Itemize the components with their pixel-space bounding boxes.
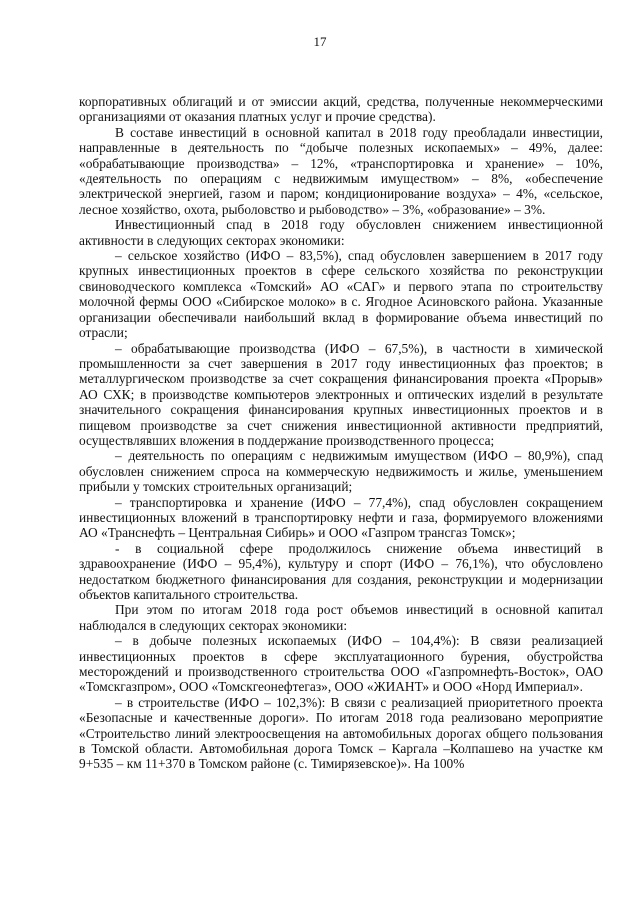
paragraph-investment-structure: В составе инвестиций в основной капитал в 2018 году преобладали инвестиции, направленные в деятельность по “добыче полезных ископаемых» – 49%, далее: «обрабатывающие производства» – 12%, «транспортировка и хранение» – 10%, «деятельность по операциям с недвижимым имуществом» – 8%, «обеспечение электрической энергией, газом и паром; кондиционирование воздуха» – 4%, «сельское, лесное хозяйство, охота, рыболовство и рыбоводство» – 3%, «образование» – 3%. <box>79 124 603 217</box>
paragraph-decline-intro: Инвестиционный спад в 2018 году обусловлен снижением инвестиционной активности в следующих секторах экономики: <box>79 217 603 248</box>
paragraph-continuation: корпоративных облигаций и от эмиссии акций, средства, полученные некоммерческими организациями от оказания платных услуг и прочие средства). <box>79 94 603 125</box>
list-item-agriculture: – сельское хозяйство (ИФО – 83,5%), спад обусловлен завершением в 2017 году крупных инвестиционных проектов в сфере сельского хозяйства по реконструкции свиноводческого комплекса «Томский» АО «САГ» и первого этапа по строительству молочной фермы ООО «Сибирское молоко» в с. Ягодное Асиновского района. Указанные организации обеспечивали наибольший вклад в формирование объема инвестиций по отрасли; <box>79 248 603 341</box>
list-item-transport: – транспортировка и хранение (ИФО – 77,4%), спад обусловлен сокращением инвестиционных вложений в транспортировку нефти и газа, формируемого вложениями АО «Транснефть – Центральная Сибирь» и ООО «Газпром трансгаз Томск»; <box>79 494 603 541</box>
list-item-construction: – в строительстве (ИФО – 102,3%): В связи с реализацией приоритетного проекта «Безопасные и качественные дороги». По итогам 2018 года реализовано мероприятие «Строительство линий электроосвещения на автомобильных дорогах общего пользования в Томской области. Автомобильная дорога Томск – Каргала –Колпашево на участке км 9+535 – км 11+370 в Томском районе (с. Тимирязевское)». На 100% <box>79 694 603 772</box>
list-item-social-sphere: - в социальной сфере продолжилось снижение объема инвестиций в здравоохранение (ИФО – 95,4%), культуру и спорт (ИФО – 76,1%), что обусловлено недостатком бюджетного финансирования для создания, реконструкции и модернизации объектов капитального строительства. <box>79 540 603 602</box>
list-item-mining: – в добыче полезных ископаемых (ИФО – 104,4%): В связи реализацией инвестиционных проектов в сфере эксплуатационного бурения, обустройства месторождений и производственного строительства ООО «Газпромнефть-Восток», ОАО «Томскгазпром», ООО «Томскгеонефтегаз», ООО «ЖИАНТ» и ООО «Норд Империал». <box>79 633 603 695</box>
page-number: 17 <box>313 34 327 49</box>
list-item-real-estate: – деятельность по операциям с недвижимым имуществом (ИФО – 80,9%), спад обусловлен снижением спроса на коммерческую недвижимость и жилье, уменьшением прибыли у томских строительных организаций; <box>79 448 603 495</box>
list-item-manufacturing: – обрабатывающие производства (ИФО – 67,5%), в частности в химической промышленности за счет завершения в 2017 году инвестиционных фаз проектов; в металлургическом производстве за счет сокращения финансирования проекта «Прорыв» АО СХК; в производстве компьютеров электронных и оптических изделий в результате значительного сокращения финансирования крупных инвестиционных проектов и в пищевом производстве за счет снижения инвестиционной активности предприятий, осуществлявших вложения в поддержание производственного процесса; <box>79 340 603 448</box>
paragraph-growth-intro: При этом по итогам 2018 года рост объемов инвестиций в основной капитал наблюдался в следующих секторах экономики: <box>79 602 603 633</box>
body-text <box>79 94 603 772</box>
